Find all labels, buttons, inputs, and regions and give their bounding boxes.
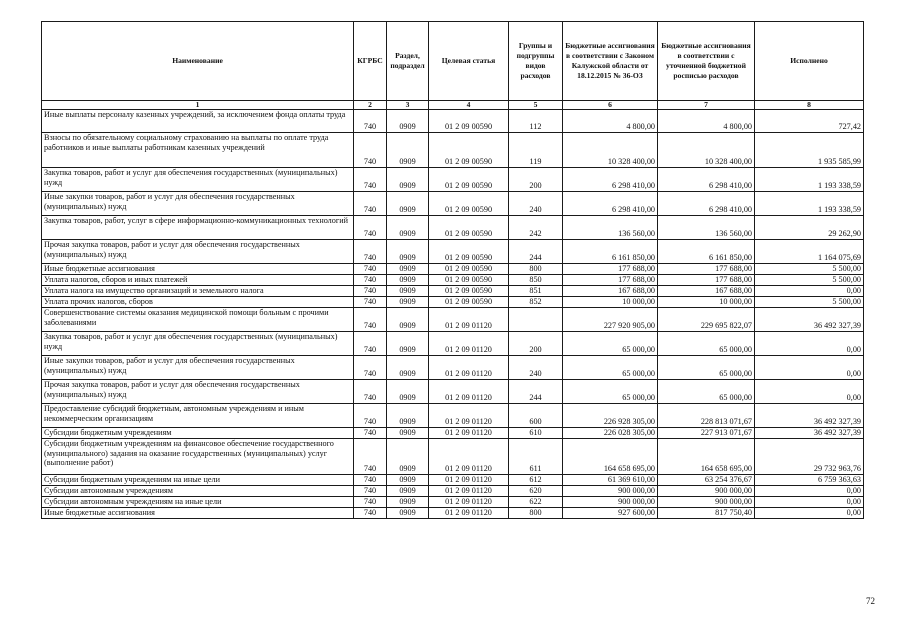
row-refined: 167 688,00 <box>658 286 755 297</box>
row-section: 0909 <box>387 356 429 380</box>
row-refined: 177 688,00 <box>658 275 755 286</box>
row-kgrbs: 740 <box>354 380 387 404</box>
row-executed: 0,00 <box>755 380 864 404</box>
table-row <box>42 240 864 264</box>
row-name: Иные выплаты персоналу казенных учреждений, за исключением фонда оплаты труда <box>42 110 354 133</box>
row-kgrbs: 740 <box>354 133 387 168</box>
row-law: 61 369 610,00 <box>563 475 658 486</box>
row-kgrbs: 740 <box>354 216 387 240</box>
row-group: 610 <box>509 428 563 439</box>
column-number-row <box>42 101 864 110</box>
header-kgrbs: КГРБС <box>354 22 387 101</box>
row-target: 01 2 09 00590 <box>429 133 509 168</box>
row-section: 0909 <box>387 508 429 519</box>
row-name: Иные закупки товаров, работ и услуг для обеспечения государственных (муниципальных) нужд <box>42 192 354 216</box>
row-law: 4 800,00 <box>563 110 658 133</box>
row-kgrbs: 740 <box>354 497 387 508</box>
header-name: Наименование <box>42 22 354 101</box>
row-name: Закупка товаров, работ и услуг для обеспечения государственных (муниципальных) нужд <box>42 168 354 192</box>
row-name: Субсидии бюджетным учреждениям на финансовое обеспечение государственного (муниципального) задания на оказание государственных (муниципальных) услуг (выполнение работ) <box>42 439 354 475</box>
column-number: 7 <box>658 101 755 110</box>
row-name: Прочая закупка товаров, работ и услуг для обеспечения государственных (муниципальных) нужд <box>42 240 354 264</box>
table-row <box>42 110 864 133</box>
table-row <box>42 380 864 404</box>
row-target: 01 2 09 00590 <box>429 275 509 286</box>
row-law: 6 298 410,00 <box>563 192 658 216</box>
row-section: 0909 <box>387 264 429 275</box>
row-name: Иные закупки товаров, работ и услуг для обеспечения государственных (муниципальных) нужд <box>42 356 354 380</box>
table-row <box>42 275 864 286</box>
row-executed: 1 193 338,59 <box>755 192 864 216</box>
row-refined: 229 695 822,07 <box>658 308 755 332</box>
row-name: Субсидии бюджетным учреждениям <box>42 428 354 439</box>
table-row <box>42 497 864 508</box>
row-refined: 10 000,00 <box>658 297 755 308</box>
row-refined: 4 800,00 <box>658 110 755 133</box>
table-row <box>42 404 864 428</box>
table-row <box>42 428 864 439</box>
header-target: Целевая статья <box>429 22 509 101</box>
row-target: 01 2 09 01120 <box>429 439 509 475</box>
row-target: 01 2 09 00590 <box>429 264 509 275</box>
row-target: 01 2 09 00590 <box>429 297 509 308</box>
row-refined: 900 000,00 <box>658 497 755 508</box>
row-group: 112 <box>509 110 563 133</box>
column-number: 2 <box>354 101 387 110</box>
row-name: Субсидии автономным учреждениям <box>42 486 354 497</box>
row-target: 01 2 09 00590 <box>429 216 509 240</box>
row-target: 01 2 09 01120 <box>429 404 509 428</box>
table-row <box>42 286 864 297</box>
row-target: 01 2 09 01120 <box>429 486 509 497</box>
header-executed: Исполнено <box>755 22 864 101</box>
row-group: 240 <box>509 192 563 216</box>
row-refined: 10 328 400,00 <box>658 133 755 168</box>
row-refined: 65 000,00 <box>658 332 755 356</box>
row-law: 226 028 305,00 <box>563 428 658 439</box>
row-target: 01 2 09 01120 <box>429 428 509 439</box>
row-executed: 5 500,00 <box>755 297 864 308</box>
row-kgrbs: 740 <box>354 297 387 308</box>
row-executed: 36 492 327,39 <box>755 428 864 439</box>
row-refined: 817 750,40 <box>658 508 755 519</box>
row-kgrbs: 740 <box>354 240 387 264</box>
row-law: 927 600,00 <box>563 508 658 519</box>
table-row <box>42 216 864 240</box>
row-group: 119 <box>509 133 563 168</box>
row-group: 244 <box>509 240 563 264</box>
row-kgrbs: 740 <box>354 286 387 297</box>
row-section: 0909 <box>387 380 429 404</box>
column-number: 8 <box>755 101 864 110</box>
row-group: 200 <box>509 168 563 192</box>
table-row <box>42 508 864 519</box>
row-group: 240 <box>509 356 563 380</box>
row-law: 65 000,00 <box>563 380 658 404</box>
table-row <box>42 168 864 192</box>
row-kgrbs: 740 <box>354 404 387 428</box>
row-section: 0909 <box>387 486 429 497</box>
row-law: 65 000,00 <box>563 332 658 356</box>
row-law: 136 560,00 <box>563 216 658 240</box>
row-kgrbs: 740 <box>354 264 387 275</box>
row-kgrbs: 740 <box>354 192 387 216</box>
row-refined: 136 560,00 <box>658 216 755 240</box>
column-number: 4 <box>429 101 509 110</box>
row-executed: 36 492 327,39 <box>755 404 864 428</box>
table-row <box>42 308 864 332</box>
row-section: 0909 <box>387 332 429 356</box>
header-row <box>42 22 864 101</box>
row-name: Предоставление субсидий бюджетным, автономным учреждениям и иным некоммерческим организациям <box>42 404 354 428</box>
row-kgrbs: 740 <box>354 110 387 133</box>
row-group: 800 <box>509 264 563 275</box>
row-kgrbs: 740 <box>354 168 387 192</box>
row-executed: 1 193 338,59 <box>755 168 864 192</box>
row-law: 6 298 410,00 <box>563 168 658 192</box>
row-executed: 29 262,90 <box>755 216 864 240</box>
table-body <box>42 110 864 519</box>
row-target: 01 2 09 01120 <box>429 356 509 380</box>
row-target: 01 2 09 00590 <box>429 168 509 192</box>
row-law: 226 928 305,00 <box>563 404 658 428</box>
row-group: 620 <box>509 486 563 497</box>
row-name: Уплата прочих налогов, сборов <box>42 297 354 308</box>
row-refined: 65 000,00 <box>658 356 755 380</box>
row-kgrbs: 740 <box>354 508 387 519</box>
table-row <box>42 475 864 486</box>
table-row <box>42 439 864 475</box>
row-kgrbs: 740 <box>354 475 387 486</box>
row-executed: 1 164 075,69 <box>755 240 864 264</box>
row-group: 612 <box>509 475 563 486</box>
row-name: Уплата налогов, сборов и иных платежей <box>42 275 354 286</box>
row-law: 10 000,00 <box>563 297 658 308</box>
header-law: Бюджетные ассигнования в соответствии с Законом Калужской области от 18.12.2015 № 36-ОЗ <box>563 22 658 101</box>
row-refined: 6 161 850,00 <box>658 240 755 264</box>
row-law: 177 688,00 <box>563 264 658 275</box>
table-row <box>42 486 864 497</box>
row-refined: 177 688,00 <box>658 264 755 275</box>
header-refined: Бюджетные ассигнования в соответствии с уточненной бюджетной росписью расходов <box>658 22 755 101</box>
row-group: 852 <box>509 297 563 308</box>
row-law: 10 328 400,00 <box>563 133 658 168</box>
row-target: 01 2 09 00590 <box>429 192 509 216</box>
row-group: 622 <box>509 497 563 508</box>
row-group: 851 <box>509 286 563 297</box>
row-section: 0909 <box>387 110 429 133</box>
row-kgrbs: 740 <box>354 275 387 286</box>
row-executed: 0,00 <box>755 356 864 380</box>
table-row <box>42 133 864 168</box>
row-refined: 164 658 695,00 <box>658 439 755 475</box>
table-row <box>42 332 864 356</box>
row-executed: 1 935 585,99 <box>755 133 864 168</box>
row-kgrbs: 740 <box>354 332 387 356</box>
row-refined: 900 000,00 <box>658 486 755 497</box>
row-section: 0909 <box>387 133 429 168</box>
row-kgrbs: 740 <box>354 486 387 497</box>
row-executed: 0,00 <box>755 508 864 519</box>
row-law: 177 688,00 <box>563 275 658 286</box>
row-executed: 5 500,00 <box>755 275 864 286</box>
row-target: 01 2 09 01120 <box>429 475 509 486</box>
row-law: 65 000,00 <box>563 356 658 380</box>
row-law: 164 658 695,00 <box>563 439 658 475</box>
row-law: 900 000,00 <box>563 497 658 508</box>
row-law: 6 161 850,00 <box>563 240 658 264</box>
row-section: 0909 <box>387 216 429 240</box>
row-refined: 227 913 071,67 <box>658 428 755 439</box>
row-section: 0909 <box>387 297 429 308</box>
row-law: 900 000,00 <box>563 486 658 497</box>
row-refined: 228 813 071,67 <box>658 404 755 428</box>
column-number: 3 <box>387 101 429 110</box>
row-group: 244 <box>509 380 563 404</box>
budget-table <box>41 21 864 519</box>
row-refined: 6 298 410,00 <box>658 168 755 192</box>
row-name: Субсидии бюджетным учреждениям на иные цели <box>42 475 354 486</box>
row-name: Иные бюджетные ассигнования <box>42 264 354 275</box>
table-row <box>42 264 864 275</box>
row-kgrbs: 740 <box>354 356 387 380</box>
row-section: 0909 <box>387 439 429 475</box>
row-name: Иные бюджетные ассигнования <box>42 508 354 519</box>
row-section: 0909 <box>387 286 429 297</box>
row-group: 242 <box>509 216 563 240</box>
row-group <box>509 308 563 332</box>
column-number: 6 <box>563 101 658 110</box>
row-executed: 0,00 <box>755 332 864 356</box>
row-refined: 65 000,00 <box>658 380 755 404</box>
column-number: 1 <box>42 101 354 110</box>
row-executed: 5 500,00 <box>755 264 864 275</box>
row-section: 0909 <box>387 308 429 332</box>
row-section: 0909 <box>387 192 429 216</box>
row-kgrbs: 740 <box>354 428 387 439</box>
row-executed: 36 492 327,39 <box>755 308 864 332</box>
row-target: 01 2 09 01120 <box>429 308 509 332</box>
header-section: Раздел, подраздел <box>387 22 429 101</box>
row-target: 01 2 09 01120 <box>429 508 509 519</box>
row-name: Уплата налога на имущество организаций и земельного налога <box>42 286 354 297</box>
row-name: Закупка товаров, работ и услуг для обеспечения государственных (муниципальных) нужд <box>42 332 354 356</box>
row-group: 800 <box>509 508 563 519</box>
row-executed: 727,42 <box>755 110 864 133</box>
row-group: 200 <box>509 332 563 356</box>
row-group: 850 <box>509 275 563 286</box>
table-row <box>42 297 864 308</box>
row-kgrbs: 740 <box>354 439 387 475</box>
row-law: 167 688,00 <box>563 286 658 297</box>
row-target: 01 2 09 00590 <box>429 286 509 297</box>
row-group: 600 <box>509 404 563 428</box>
row-refined: 63 254 376,67 <box>658 475 755 486</box>
row-section: 0909 <box>387 275 429 286</box>
row-section: 0909 <box>387 240 429 264</box>
row-kgrbs: 740 <box>354 308 387 332</box>
row-name: Прочая закупка товаров, работ и услуг для обеспечения государственных (муниципальных) нужд <box>42 380 354 404</box>
row-executed: 29 732 963,76 <box>755 439 864 475</box>
page-number: 72 <box>866 596 875 606</box>
header-group: Группы и подгруппы видов расходов <box>509 22 563 101</box>
column-number: 5 <box>509 101 563 110</box>
row-refined: 6 298 410,00 <box>658 192 755 216</box>
row-target: 01 2 09 00590 <box>429 240 509 264</box>
row-executed: 6 759 363,63 <box>755 475 864 486</box>
row-executed: 0,00 <box>755 486 864 497</box>
table-row <box>42 356 864 380</box>
row-group: 611 <box>509 439 563 475</box>
row-target: 01 2 09 01120 <box>429 497 509 508</box>
row-section: 0909 <box>387 428 429 439</box>
row-section: 0909 <box>387 168 429 192</box>
row-section: 0909 <box>387 404 429 428</box>
row-name: Субсидии автономным учреждениям на иные цели <box>42 497 354 508</box>
row-executed: 0,00 <box>755 286 864 297</box>
row-target: 01 2 09 00590 <box>429 110 509 133</box>
row-executed: 0,00 <box>755 497 864 508</box>
row-name: Закупка товаров, работ, услуг в сфере информационно-коммуникационных технологий <box>42 216 354 240</box>
table-row <box>42 192 864 216</box>
row-name: Взносы по обязательному социальному страхованию на выплаты по оплате труда работников и иные выплаты работникам казенных учреждений <box>42 133 354 168</box>
row-section: 0909 <box>387 475 429 486</box>
row-name: Совершенствование системы оказания медицинской помощи больным с прочими заболеваниями <box>42 308 354 332</box>
row-target: 01 2 09 01120 <box>429 380 509 404</box>
row-section: 0909 <box>387 497 429 508</box>
row-target: 01 2 09 01120 <box>429 332 509 356</box>
row-law: 227 920 905,00 <box>563 308 658 332</box>
